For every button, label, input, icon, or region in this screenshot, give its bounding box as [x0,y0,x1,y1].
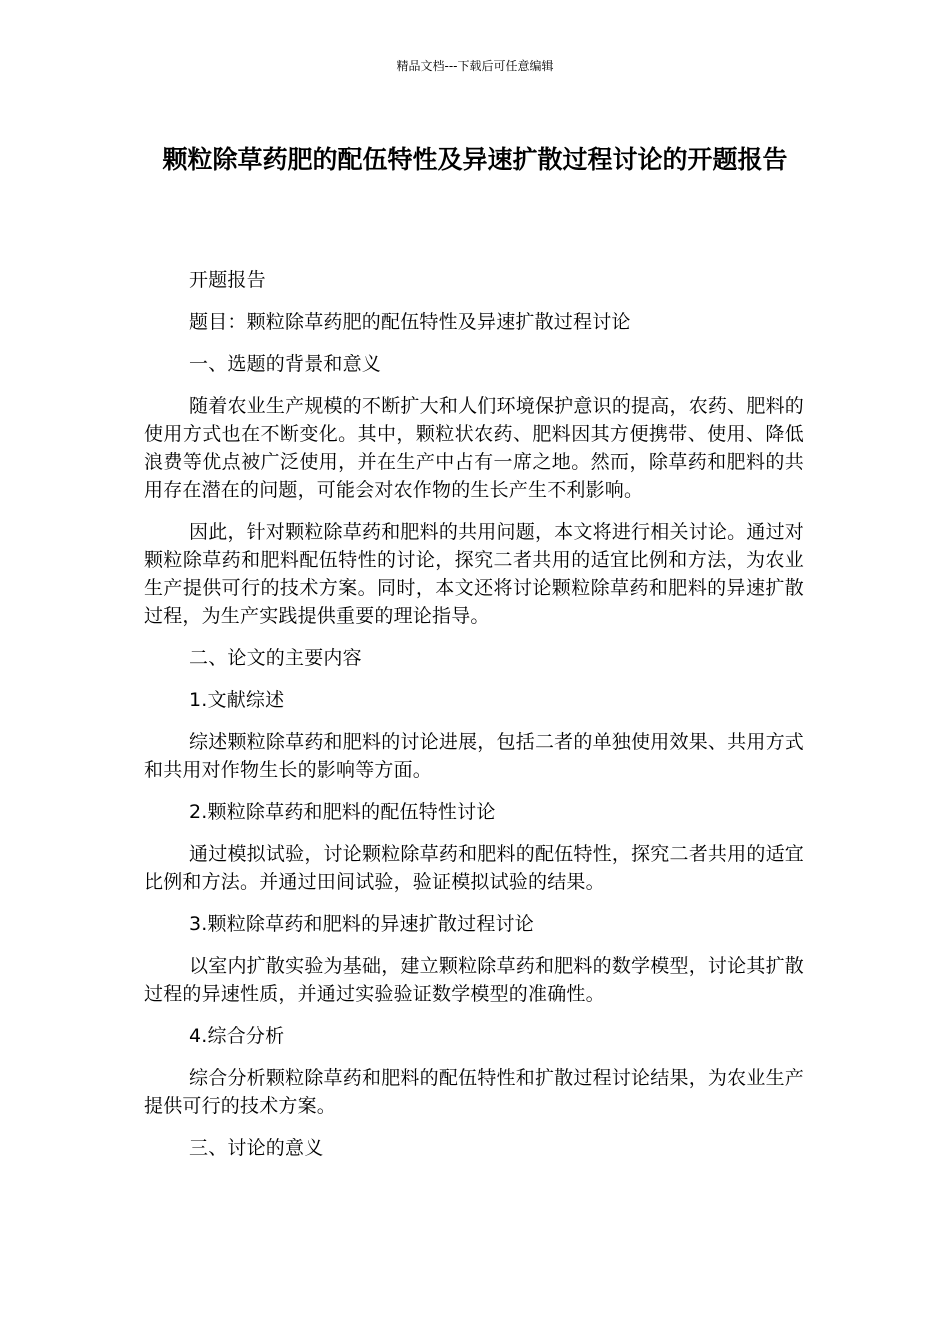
paragraph: 综合分析颗粒除草药和肥料的配伍特性和扩散过程讨论结果，为农业生产提供可行的技术方案。 [144,1067,804,1117]
paragraph: 因此，针对颗粒除草药和肥料的共用问题，本文将进行相关讨论。通过对颗粒除草药和肥料配伍特性的讨论，探究二者共用的适宜比例和方法，为农业生产提供可行的技术方案。同时，本文还将讨论颗粒除草药和肥料的异速扩散过程，为生产实践提供重要的理论指导。 [144,521,804,627]
subheading: 2.颗粒除草药和肥料的配伍特性讨论 [189,801,496,823]
section-heading-1: 一、选题的背景和意义 [189,353,382,375]
section-heading-2: 二、论文的主要内容 [189,647,362,669]
document-body [144,266,804,1176]
subheading: 3.颗粒除草药和肥料的异速扩散过程讨论 [189,913,534,935]
paragraph: 以室内扩散实验为基础，建立颗粒除草药和肥料的数学模型，讨论其扩散过程的异速性质，并通过实验验证数学模型的准确性。 [144,955,804,1005]
paragraph: 随着农业生产规模的不断扩大和人们环境保护意识的提高，农药、肥料的使用方式也在不断变化。其中，颗粒状农药、肥料因其方便携带、使用、降低浪费等优点被广泛使用，并在生产中占有一席之地。然而，除草药和肥料的共用存在潜在的问题，可能会对农作物的生长产生不利影响。 [144,395,804,501]
paragraph: 综述颗粒除草药和肥料的讨论进展，包括二者的单独使用效果、共用方式和共用对作物生长的影响等方面。 [144,731,804,781]
header-note: 精品文档---下载后可任意编辑 [396,59,554,73]
paragraph: 通过模拟试验，讨论颗粒除草药和肥料的配伍特性，探究二者共用的适宜比例和方法。并通过田间试验，验证模拟试验的结果。 [144,843,804,893]
section-heading-3: 三、讨论的意义 [189,1137,324,1159]
subheading: 4.综合分析 [189,1025,285,1047]
paragraph-label: 开题报告 [189,269,266,291]
paragraph-topic: 题目：颗粒除草药肥的配伍特性及异速扩散过程讨论 [189,311,631,333]
document-title: 颗粒除草药肥的配伍特性及异速扩散过程讨论的开题报告 [162,145,788,174]
subheading: 1.文献综述 [189,689,285,711]
